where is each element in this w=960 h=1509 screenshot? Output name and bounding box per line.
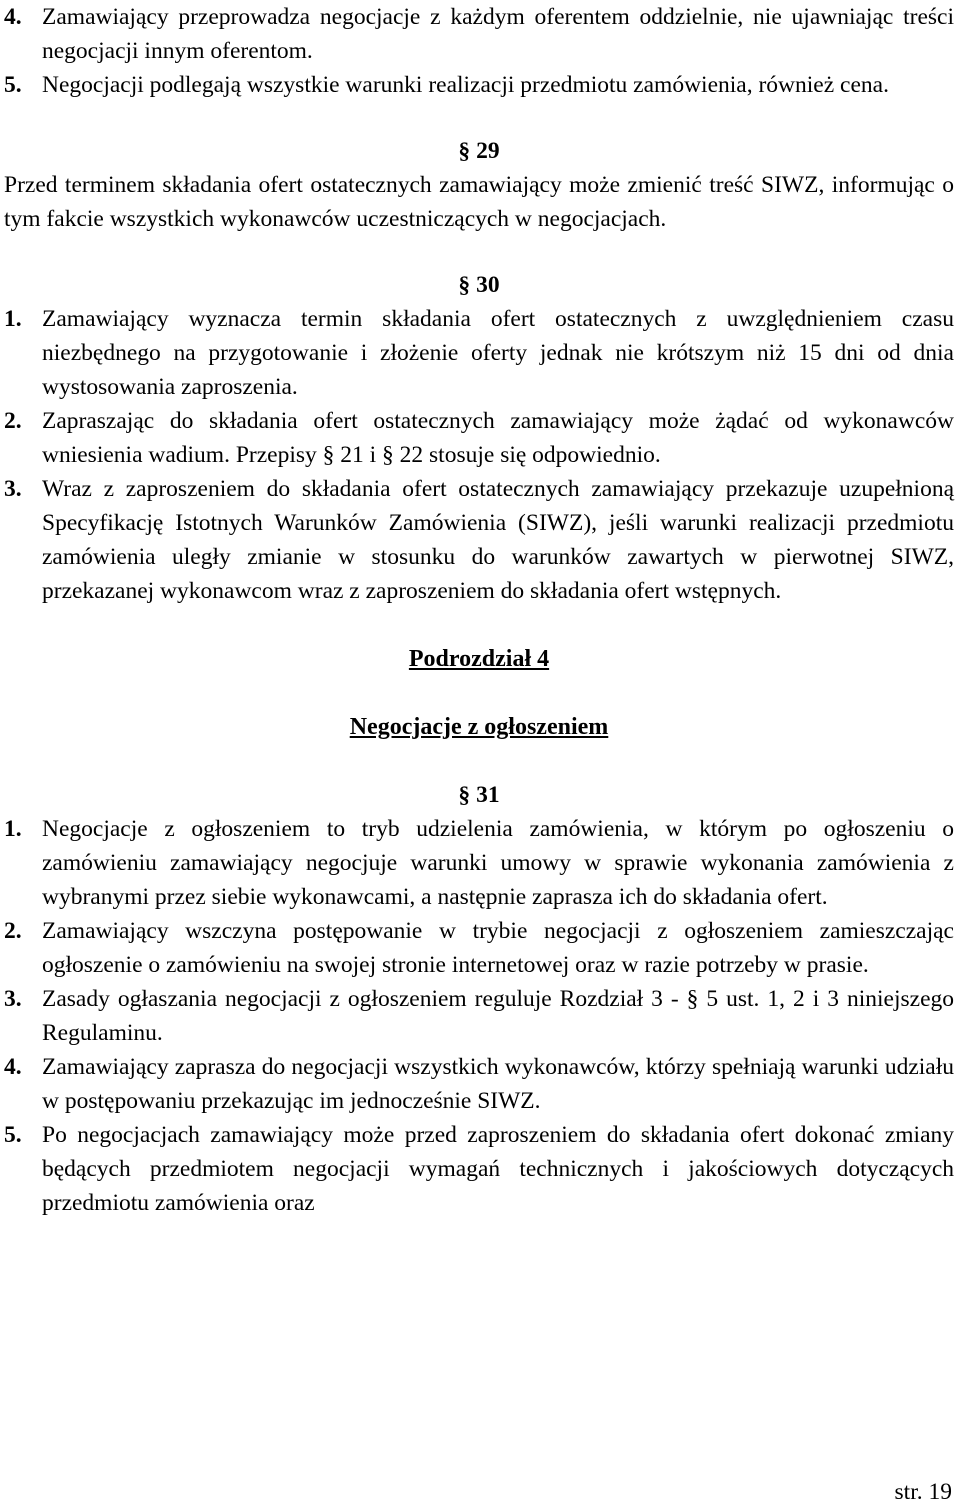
- item-text: Zamawiający zaprasza do negocjacji wszystkich wykonawców, którzy spełniają warunki udziału w postępowaniu przekazując im jednocześnie SIWZ.: [42, 1054, 954, 1114]
- spacer: [4, 236, 954, 268]
- item-number: 5.: [4, 1122, 22, 1148]
- item-number: 1.: [4, 816, 22, 842]
- item-number: 5.: [4, 72, 22, 98]
- spacer: [4, 676, 954, 710]
- section-heading-30: [4, 268, 954, 302]
- item-text: Zamawiający przeprowadza negocjacje z każdym oferentem oddzielnie, nie ujawniając treści negocjacji innym oferentom.: [42, 4, 954, 64]
- item-number: 2.: [4, 918, 22, 944]
- item-text: Po negocjacjach zamawiający może przed zaproszeniem do składania ofert dokonać zmiany będących przedmiotem negocjacji wymagań technicznych i jakościowych dotyczących przedmiotu zamówienia oraz: [42, 1122, 954, 1216]
- section-number: 29: [476, 138, 500, 164]
- spacer: [4, 744, 954, 778]
- section-number: 31: [476, 782, 500, 808]
- item-text: Negocjacje z ogłoszeniem to tryb udzielenia zamówienia, w którym po ogłoszeniu o zamówieniu zamawiający negocjuje warunki umowy w sprawie wykonania zamówienia z wybranymi przez siebie wykonawcami, a następnie zaprasza ich do składania ofert.: [42, 816, 954, 910]
- subchapter-title: Podrozdział 4: [408, 646, 550, 672]
- list-item: [4, 812, 954, 914]
- paragraph-symbol: §: [458, 138, 471, 164]
- list-item: [4, 1050, 954, 1118]
- list-item: [4, 472, 954, 608]
- list-item: [4, 302, 954, 404]
- item-number: 1.: [4, 306, 22, 332]
- subchapter-subtitle: Negocjacje z ogłoszeniem: [349, 714, 609, 740]
- list-item: [4, 914, 954, 982]
- spacer: [4, 608, 954, 642]
- item-number: 3.: [4, 476, 22, 502]
- list-item: [4, 68, 954, 102]
- item-number: 3.: [4, 986, 22, 1012]
- item-number: 2.: [4, 408, 22, 434]
- section-number: 30: [476, 272, 500, 298]
- item-text: Zapraszając do składania ofert ostatecznych zamawiający może żądać od wykonawców wniesienia wadium. Przepisy § 21 i § 22 stosuje się odpowiednio.: [42, 408, 954, 468]
- list-item: [4, 404, 954, 472]
- page-number: str. 19: [894, 1479, 952, 1505]
- list-item: [4, 0, 954, 68]
- item-text: Wraz z zaproszeniem do składania ofert ostatecznych zamawiający przekazuje uzupełnioną Specyfikację Istotnych Warunków Zamówienia (SIWZ), jeśli warunki realizacji przedmiotu zamówienia uległy zmianie w stosunku do warunków zawartych w pierwotnej SIWZ, przekazanej wykonawcom wraz z zaproszeniem do składania ofert wstępnych.: [42, 476, 954, 604]
- item-text: Zamawiający wszczyna postępowanie w trybie negocjacji z ogłoszeniem zamieszczając ogłoszenie o zamówieniu na swojej stronie internetowej oraz w razie potrzeby w prasie.: [42, 918, 954, 978]
- paragraph-symbol: §: [458, 782, 471, 808]
- paragraph-symbol: §: [458, 272, 471, 298]
- list-item: [4, 1118, 954, 1220]
- list-item: [4, 982, 954, 1050]
- item-text: Negocjacji podlegają wszystkie warunki realizacji przedmiotu zamówienia, również cena.: [42, 72, 889, 98]
- section-heading-31: [4, 778, 954, 812]
- item-number: 4.: [4, 1054, 22, 1080]
- spacer: [4, 102, 954, 134]
- item-number: 4.: [4, 4, 22, 30]
- section-heading-29: [4, 134, 954, 168]
- section-29-text: Przed terminem składania ofert ostatecznych zamawiający może zmienić treść SIWZ, informując o tym fakcie wszystkich wykonawców uczestniczących w negocjacjach.: [4, 172, 954, 232]
- item-text: Zamawiający wyznacza termin składania ofert ostatecznych z uwzględnieniem czasu niezbędnego na przygotowanie i złożenie oferty jednak nie krótszym niż 15 dni od dnia wystosowania zaproszenia.: [42, 306, 954, 400]
- item-text: Zasady ogłaszania negocjacji z ogłoszeniem reguluje Rozdział 3 - § 5 ust. 1, 2 i 3 niniejszego Regulaminu.: [42, 986, 954, 1046]
